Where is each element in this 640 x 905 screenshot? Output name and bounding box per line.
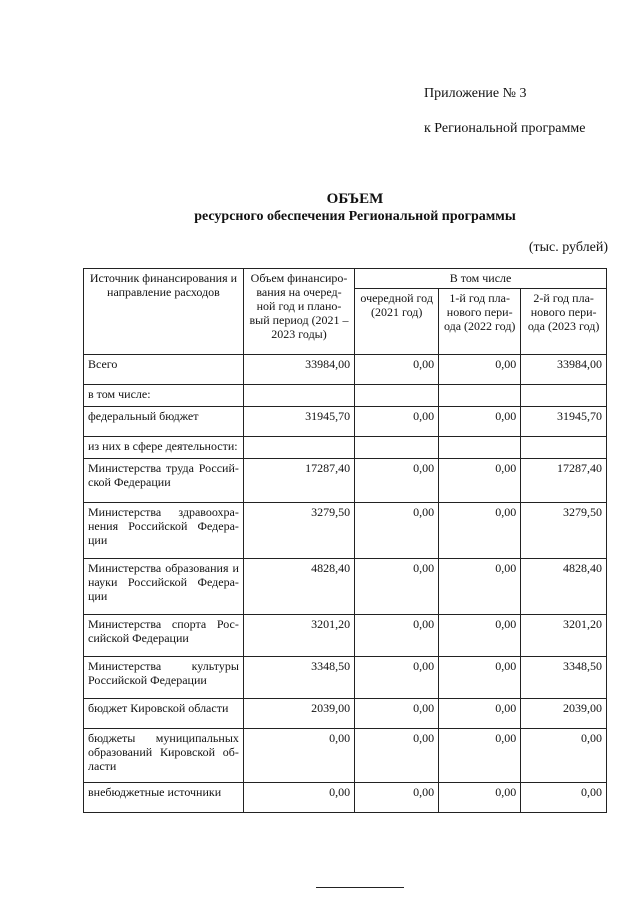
appendix-number: Приложение № 3 — [424, 86, 527, 101]
appendix-reference: к Региональной программе — [424, 121, 586, 136]
row-year-1: 0,00 — [355, 783, 439, 813]
row-total: 0,00 — [243, 783, 354, 813]
table-row — [84, 783, 607, 813]
row-year-1: 0,00 — [355, 407, 439, 437]
row-year-1: 0,00 — [355, 615, 439, 657]
table-row — [84, 615, 607, 657]
row-year-3: 3348,50 — [521, 657, 607, 699]
table-row — [84, 559, 607, 615]
table-row — [84, 437, 607, 459]
header-including: В том числе — [355, 269, 607, 289]
row-year-1: 0,00 — [355, 657, 439, 699]
row-year-3 — [521, 385, 607, 407]
row-year-3: 3279,50 — [521, 503, 607, 559]
header-year-2: 1-й год пла-нового пери-ода (2022 год) — [439, 289, 521, 355]
row-year-2 — [439, 385, 521, 407]
header-source: Источник финансирования и направление расходов — [84, 269, 244, 355]
row-year-1: 0,00 — [355, 559, 439, 615]
row-name: Министерства труда Россий-ской Федерации — [84, 459, 244, 503]
row-year-3: 31945,70 — [521, 407, 607, 437]
row-year-2: 0,00 — [439, 657, 521, 699]
row-name: из них в сфере деятельности: — [84, 437, 244, 459]
row-total: 33984,00 — [243, 355, 354, 385]
row-name: Всего — [84, 355, 244, 385]
row-year-2: 0,00 — [439, 355, 521, 385]
row-name: бюджет Кировской области — [84, 699, 244, 729]
row-year-2: 0,00 — [439, 559, 521, 615]
resource-table — [83, 268, 607, 813]
table-body — [84, 355, 607, 813]
row-total: 3348,50 — [243, 657, 354, 699]
row-name: Министерства образования и науки Российской Федера-ции — [84, 559, 244, 615]
row-total: 17287,40 — [243, 459, 354, 503]
row-total: 2039,00 — [243, 699, 354, 729]
units-label: (тыс. рублей) — [528, 240, 608, 255]
row-year-1: 0,00 — [355, 699, 439, 729]
row-total: 31945,70 — [243, 407, 354, 437]
table-row — [84, 355, 607, 385]
row-year-3: 2039,00 — [521, 699, 607, 729]
footer-divider — [316, 887, 404, 888]
row-year-2: 0,00 — [439, 459, 521, 503]
row-year-2 — [439, 437, 521, 459]
row-year-3: 33984,00 — [521, 355, 607, 385]
row-year-1 — [355, 437, 439, 459]
row-year-3 — [521, 437, 607, 459]
row-total: 3279,50 — [243, 503, 354, 559]
row-year-1 — [355, 385, 439, 407]
row-name: федеральный бюджет — [84, 407, 244, 437]
table-row — [84, 407, 607, 437]
row-year-2: 0,00 — [439, 615, 521, 657]
row-name: Министерства спорта Рос-сийской Федерации — [84, 615, 244, 657]
row-year-2: 0,00 — [439, 503, 521, 559]
row-year-2: 0,00 — [439, 699, 521, 729]
table-row — [84, 459, 607, 503]
row-name: внебюджетные источники — [84, 783, 244, 813]
row-year-2: 0,00 — [439, 729, 521, 783]
header-year-1: очередной год (2021 год) — [355, 289, 439, 355]
row-year-1: 0,00 — [355, 729, 439, 783]
row-name: Министерства здравоохра-нения Российской Федера-ции — [84, 503, 244, 559]
table-row — [84, 657, 607, 699]
row-name: бюджеты муниципальных образований Кировской об-ласти — [84, 729, 244, 783]
table-row — [84, 699, 607, 729]
row-year-2: 0,00 — [439, 783, 521, 813]
row-year-3: 3201,20 — [521, 615, 607, 657]
row-total: 4828,40 — [243, 559, 354, 615]
row-total: 0,00 — [243, 729, 354, 783]
row-year-3: 0,00 — [521, 729, 607, 783]
row-year-1: 0,00 — [355, 355, 439, 385]
row-name: в том числе: — [84, 385, 244, 407]
row-year-3: 17287,40 — [521, 459, 607, 503]
row-year-1: 0,00 — [355, 503, 439, 559]
table-row — [84, 503, 607, 559]
row-total: 3201,20 — [243, 615, 354, 657]
table-row — [84, 385, 607, 407]
row-year-3: 4828,40 — [521, 559, 607, 615]
table-row — [84, 729, 607, 783]
document-title: ОБЪЕМ — [326, 191, 384, 207]
row-year-3: 0,00 — [521, 783, 607, 813]
document-subtitle: ресурсного обеспечения Региональной программы — [194, 209, 516, 224]
row-total — [243, 385, 354, 407]
header-total: Объем финансиро-вания на очеред-ной год и плано-вый период (2021 – 2023 годы) — [243, 269, 354, 355]
row-year-2: 0,00 — [439, 407, 521, 437]
row-year-1: 0,00 — [355, 459, 439, 503]
header-year-3: 2-й год пла-нового пери-ода (2023 год) — [521, 289, 607, 355]
row-name: Министерства культуры Российской Федерации — [84, 657, 244, 699]
row-total — [243, 437, 354, 459]
